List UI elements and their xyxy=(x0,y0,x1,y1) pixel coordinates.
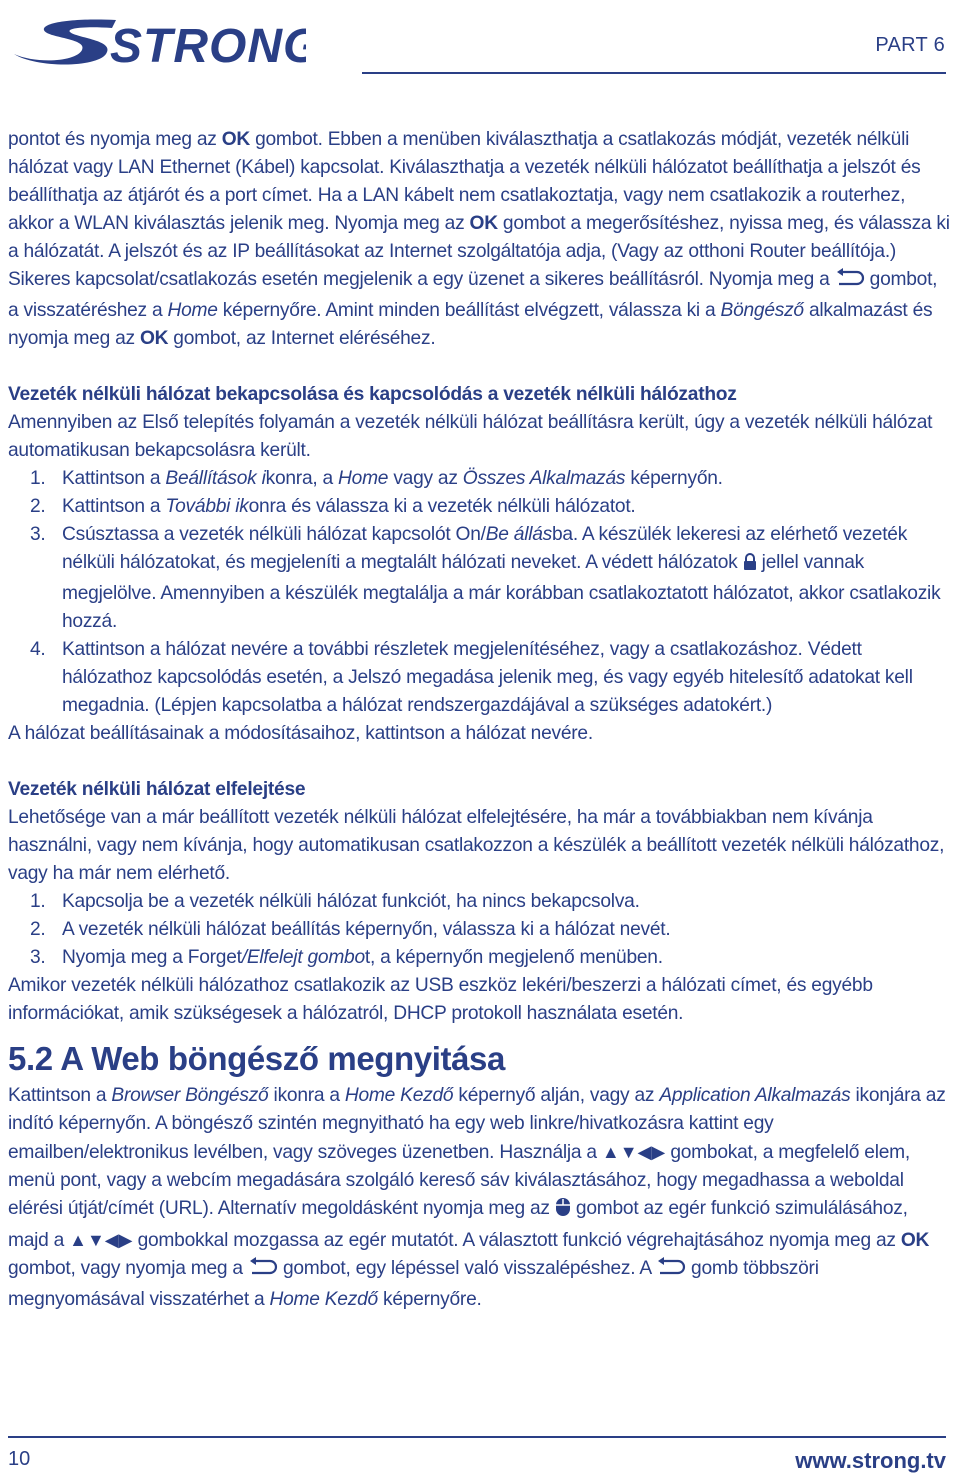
mouse-icon xyxy=(555,1197,571,1226)
wifi-forget-footer: Amikor vezeték nélküli hálózathoz csatlakozik az USB eszköz lekéri/beszerzi a hálózati címet, és egyébb információkat, amik szükségesek a hálózatról, DHCP protokoll használata esetén. xyxy=(8,975,873,1024)
page-number: 10 xyxy=(8,1448,31,1470)
strong-logo xyxy=(6,10,306,68)
wifi-forget-body: Lehetősége van a már beállított vezeték nélküli hálózat elfelejtésére, ha már a továbbiakban nem kívánja használni, vagy nem kívánja, hogy automatikusan csatlakozzon a készülék a beállított vezeték nélküli hálózathoz, vagy ha már nem elérhető. xyxy=(8,807,945,884)
intro-paragraph: pontot és nyomja meg az OK gombot. Ebben a menüben kiválaszthatja a csatlakozás módját, vezeték nélküli hálózat vagy LAN Ethernet (Kábel) kapcsolat. Kiválaszthatja a vezeték nélküli hálózatot beállíthatja a jelszót és beállíthatja az átjárót és a port címet. Ha a LAN kábelt nem csatlakoztatja, vagy nem csatlakozik a routerhez, akkor a WLAN kiválasztás jelenik meg. Nyomja meg az OK gombot a megerősítéshez, nyissa meg, és válassza ki a hálózatát. A jelszót és az IP beállításokat az Internet szolgáltatója adja, (Vagy az otthoni Router beállítója.) Sikeres kapcsolat/csatlakozás esetén megjelenik a egy üzenet a sikeres beállításról. Nyomja meg a gombot, a visszatéréshez a Home képernyőre. Amint minden beállítást elvégzett, válassza ki a Böngésző alkalmazást és nyomja meg az OK gombot, az Internet eléréséhez. xyxy=(8,129,950,349)
wifi-forget-heading: Vezeték nélküli hálózat elfelejtése xyxy=(8,779,306,800)
list-item: 3. Csúsztassa a vezeték nélküli hálózat kapcsolót On/Be állásba. A készülék lekeresi az elérhető vezeték nélküli hálózatokat, és megjeleníti a megtalált hálózati neveket. A védett hálózatok jellel vannak megjelölve. Amennyiben a készülék megtalálja a már korábban csatlakoztatott hálózatot, akkor csatlakozik hozzá. xyxy=(30,524,941,632)
back-arrow-icon xyxy=(656,1257,686,1286)
part-label: PART 6 xyxy=(875,34,945,56)
section-heading-browser: 5.2 A Web böngésző megnyitása xyxy=(8,1040,505,1077)
website-link[interactable]: www.strong.tv xyxy=(795,1448,946,1473)
list-item: 1. Kattintson a Beállítások ikonra, a Home vagy az Összes Alkalmazás képernyőn. xyxy=(30,468,723,489)
navigation-arrows: ▲▼◀▶ xyxy=(69,1230,133,1250)
page-content xyxy=(8,126,950,1314)
wifi-forget-steps xyxy=(8,888,950,972)
lock-icon xyxy=(743,552,757,580)
wifi-on-steps xyxy=(8,465,950,720)
list-item: 4. Kattintson a hálózat nevére a további részletek megjelenítéséhez, vagy a csatlakozáshoz. Védett hálózathoz kapcsolódás esetén, a Jelszó megadása jelenik meg, és vagy egyéb hitelesítő adatokat kell megadnia. (Lépjen kapcsolatba a hálózat rendszergazdájával a szükséges adatokért.) xyxy=(30,639,913,716)
list-item: 1. Kapcsolja be a vezeték nélküli hálózat funkciót, ha nincs bekapcsolva. xyxy=(30,891,640,912)
footer-divider xyxy=(8,1436,946,1438)
wifi-on-body: Amennyiben az Első telepítés folyamán a vezeték nélküli hálózat beállításra került, úgy a vezeték nélküli hálózat automatikusan bekapcsolásra került. xyxy=(8,412,933,461)
list-item: 2. Kattintson a További ikonra és válassza ki a vezeték nélküli hálózatot. xyxy=(30,496,636,517)
list-item: 3. Nyomja meg a Forget/Elfelejt gombot, a képernyőn megjelenő menüben. xyxy=(30,947,663,968)
browser-paragraph: Kattintson a Browser Böngésző ikonra a Home Kezdő képernyő alján, vagy az Application Alkalmazás ikonjára az indító képernyőn. A böngésző szintén megnyitható ha egy web linkre/hivatkozásra kattint egy emailben/elektronikus levélben, vagy szöveges üzenetben. Használja a ▲▼◀▶ gombokat, a megfelelő elem, menü pont, vagy a webcím megadására szolgáló kereső sáv kiválasztásához, hogy megadhassa a weboldal elérési útját/címét (URL). Alternatív megoldásként nyomja meg az gombot az egér funkció szimulálásához, majd a ▲▼◀▶ gombokkal mozgassa az egér mutatót. A választott funkció végrehajtásához nyomja meg az OK gombot, vagy nyomja meg a gombot, egy lépéssel való visszalépéshez. A gomb többszöri megnyomásával visszatérhet a Home Kezdő képernyőre. xyxy=(8,1085,946,1310)
wifi-on-footer: A hálózat beállításainak a módosításaihoz, kattintson a hálózat nevére. xyxy=(8,723,593,744)
wifi-on-heading: Vezeték nélküli hálózat bekapcsolása és kapcsolódás a vezeték nélküli hálózathoz xyxy=(8,384,737,405)
list-item: 2. A vezeték nélküli hálózat beállítás képernyőn, válassza ki a hálózat nevét. xyxy=(30,919,671,940)
logo-text: STRONG xyxy=(110,20,306,68)
header-divider xyxy=(362,72,946,74)
strong-logo-mark xyxy=(6,10,306,68)
navigation-arrows: ▲▼◀▶ xyxy=(601,1142,666,1162)
back-arrow-icon xyxy=(835,268,865,297)
back-arrow-icon xyxy=(248,1257,278,1286)
